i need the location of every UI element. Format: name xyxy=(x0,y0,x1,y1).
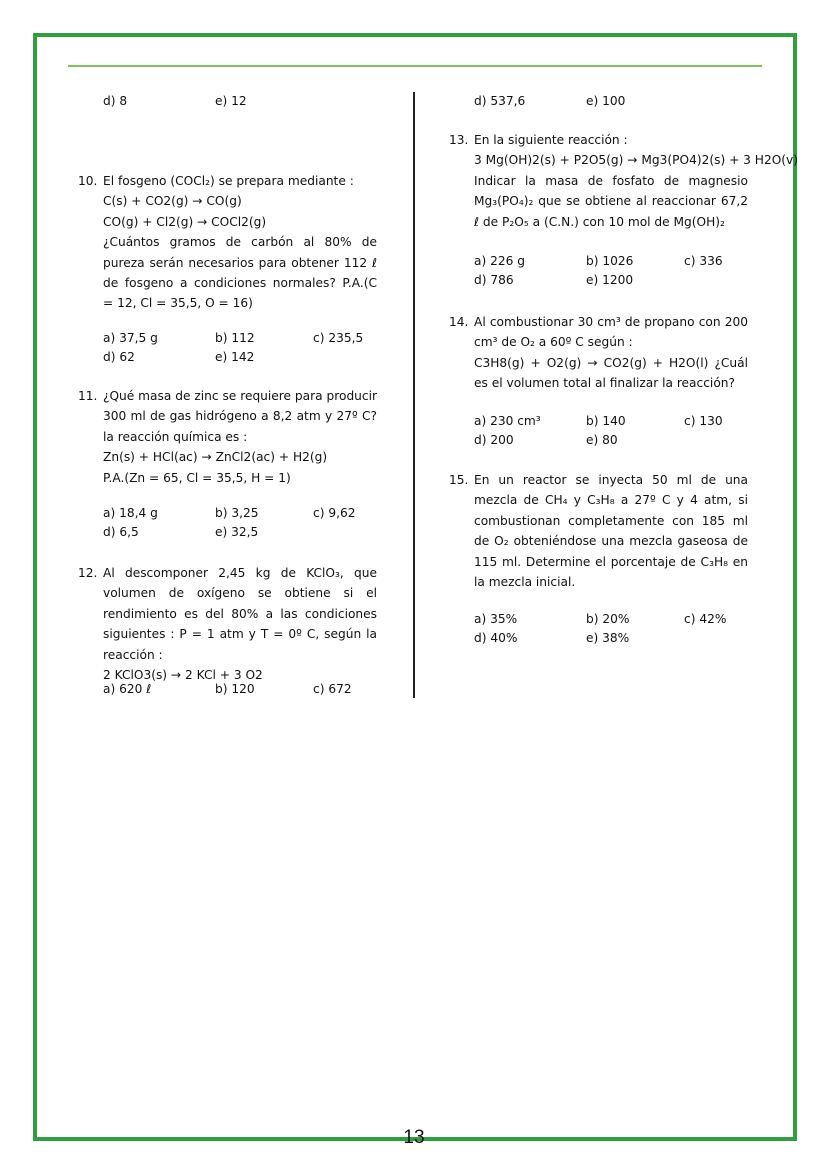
option-d: d) 786 xyxy=(474,273,514,287)
question-intro: En la siguiente reacción : xyxy=(474,133,628,147)
column-divider xyxy=(413,92,415,698)
option-a: a) 35% xyxy=(474,612,518,626)
option-a: a) 18,4 g xyxy=(103,506,158,520)
option-a: a) 230 cm³ xyxy=(474,414,541,428)
question-number: 11. xyxy=(78,389,98,403)
reaction-equation-2: CO(g) + Cl2(g) → COCl2(g) xyxy=(103,214,267,229)
question-number: 10. xyxy=(78,174,98,188)
question-number: 12. xyxy=(78,566,98,580)
question-body xyxy=(103,563,377,685)
option-e: e) 32,5 xyxy=(215,525,259,539)
option-d: d) 8 xyxy=(103,94,128,108)
option-c: c) 672 xyxy=(313,682,352,696)
option-e: e) 1200 xyxy=(586,273,634,287)
reaction-equation: C3H8(g) + O2(g) → CO2(g) + H2O(l) ¿Cuál es el volumen total al finalizar la reacción? xyxy=(474,355,748,391)
reaction-equation-1: C(s) + CO2(g) → CO(g) xyxy=(103,194,242,209)
question-text: Al combustionar 30 cm³ de propano con 200 cm³ de O₂ a 60º C según : xyxy=(474,315,748,350)
question-body xyxy=(474,470,748,592)
question-body xyxy=(474,312,748,394)
page-number: 13 xyxy=(403,1127,425,1148)
option-a: a) 620 ℓ xyxy=(103,682,152,696)
option-d: d) 6,5 xyxy=(103,525,139,539)
question-text: ¿Cuántos gramos de carbón al 80% de pureza serán necesarios para obtener 112 ℓ de fosgeno a condiciones normales? P.A.(C = 12, Cl = 35,5, O = 16) xyxy=(103,235,377,311)
question-text: Al descomponer 2,45 kg de KClO₃, que volumen de oxígeno se obtiene si el rendimiento es del 80% a las condiciones siguientes : P = 1 atm y T = 0º C, según la reacción : xyxy=(103,566,377,662)
option-d: d) 200 xyxy=(474,433,514,447)
option-e: e) 38% xyxy=(586,631,630,645)
question-body xyxy=(474,130,799,232)
question-body xyxy=(103,386,377,488)
option-c: c) 130 xyxy=(684,414,723,428)
question-text: En un reactor se inyecta 50 ml de una mezcla de CH₄ y C₃H₈ a 27º C y 4 atm, si combustionan completamente con 185 ml de O₂ obteniéndose una mezcla gaseosa de 115 ml. Determine el porcentaje de C₃H₈ en la mezcla inicial. xyxy=(474,473,748,590)
reaction-equation: Zn(s) + HCl(ac) → ZnCl2(ac) + H2(g) xyxy=(103,450,328,465)
option-e: e) 12 xyxy=(215,94,247,108)
option-a: a) 226 g xyxy=(474,254,525,268)
header-rule xyxy=(68,65,762,67)
option-b: b) 120 xyxy=(215,682,255,696)
atomic-masses: P.A.(Zn = 65, Cl = 35,5, H = 1) xyxy=(103,470,291,485)
question-body xyxy=(103,171,377,314)
question-number: 15. xyxy=(449,473,469,487)
question-number: 14. xyxy=(449,315,469,329)
reaction-equation: 3 Mg(OH)2(s) + P2O5(g) → Mg3(PO4)2(s) + 3 H2O(v) xyxy=(474,153,799,168)
option-b: b) 20% xyxy=(586,612,630,626)
reaction-equation: 2 KClO3(s) → 2 KCl + 3 O2 xyxy=(103,668,263,683)
question-text: ¿Qué masa de zinc se requiere para producir 300 ml de gas hidrógeno a 8,2 atm y 27º C? la reacción química es : xyxy=(103,389,377,444)
option-d: d) 40% xyxy=(474,631,518,645)
option-b: b) 112 xyxy=(215,331,255,345)
option-b: b) 140 xyxy=(586,414,626,428)
option-b: b) 1026 xyxy=(586,254,634,268)
option-d: d) 537,6 xyxy=(474,94,526,108)
option-c: c) 336 xyxy=(684,254,723,268)
option-e: e) 80 xyxy=(586,433,618,447)
option-b: b) 3,25 xyxy=(215,506,259,520)
option-e: e) 142 xyxy=(215,350,255,364)
question-number: 13. xyxy=(449,133,469,147)
question-text: Indicar la masa de fosfato de magnesio Mg₃(PO₄)₂ que se obtiene al reaccionar 67,2 ℓ de P₂O₅ a (C.N.) con 10 mol de Mg(OH)₂ xyxy=(474,173,748,229)
option-e: e) 100 xyxy=(586,94,626,108)
option-a: a) 37,5 g xyxy=(103,331,158,345)
option-c: c) 235,5 xyxy=(313,331,364,345)
option-d: d) 62 xyxy=(103,350,135,364)
option-c: c) 42% xyxy=(684,612,727,626)
question-intro: El fosgeno (COCl₂) se prepara mediante : xyxy=(103,174,354,188)
option-c: c) 9,62 xyxy=(313,506,356,520)
